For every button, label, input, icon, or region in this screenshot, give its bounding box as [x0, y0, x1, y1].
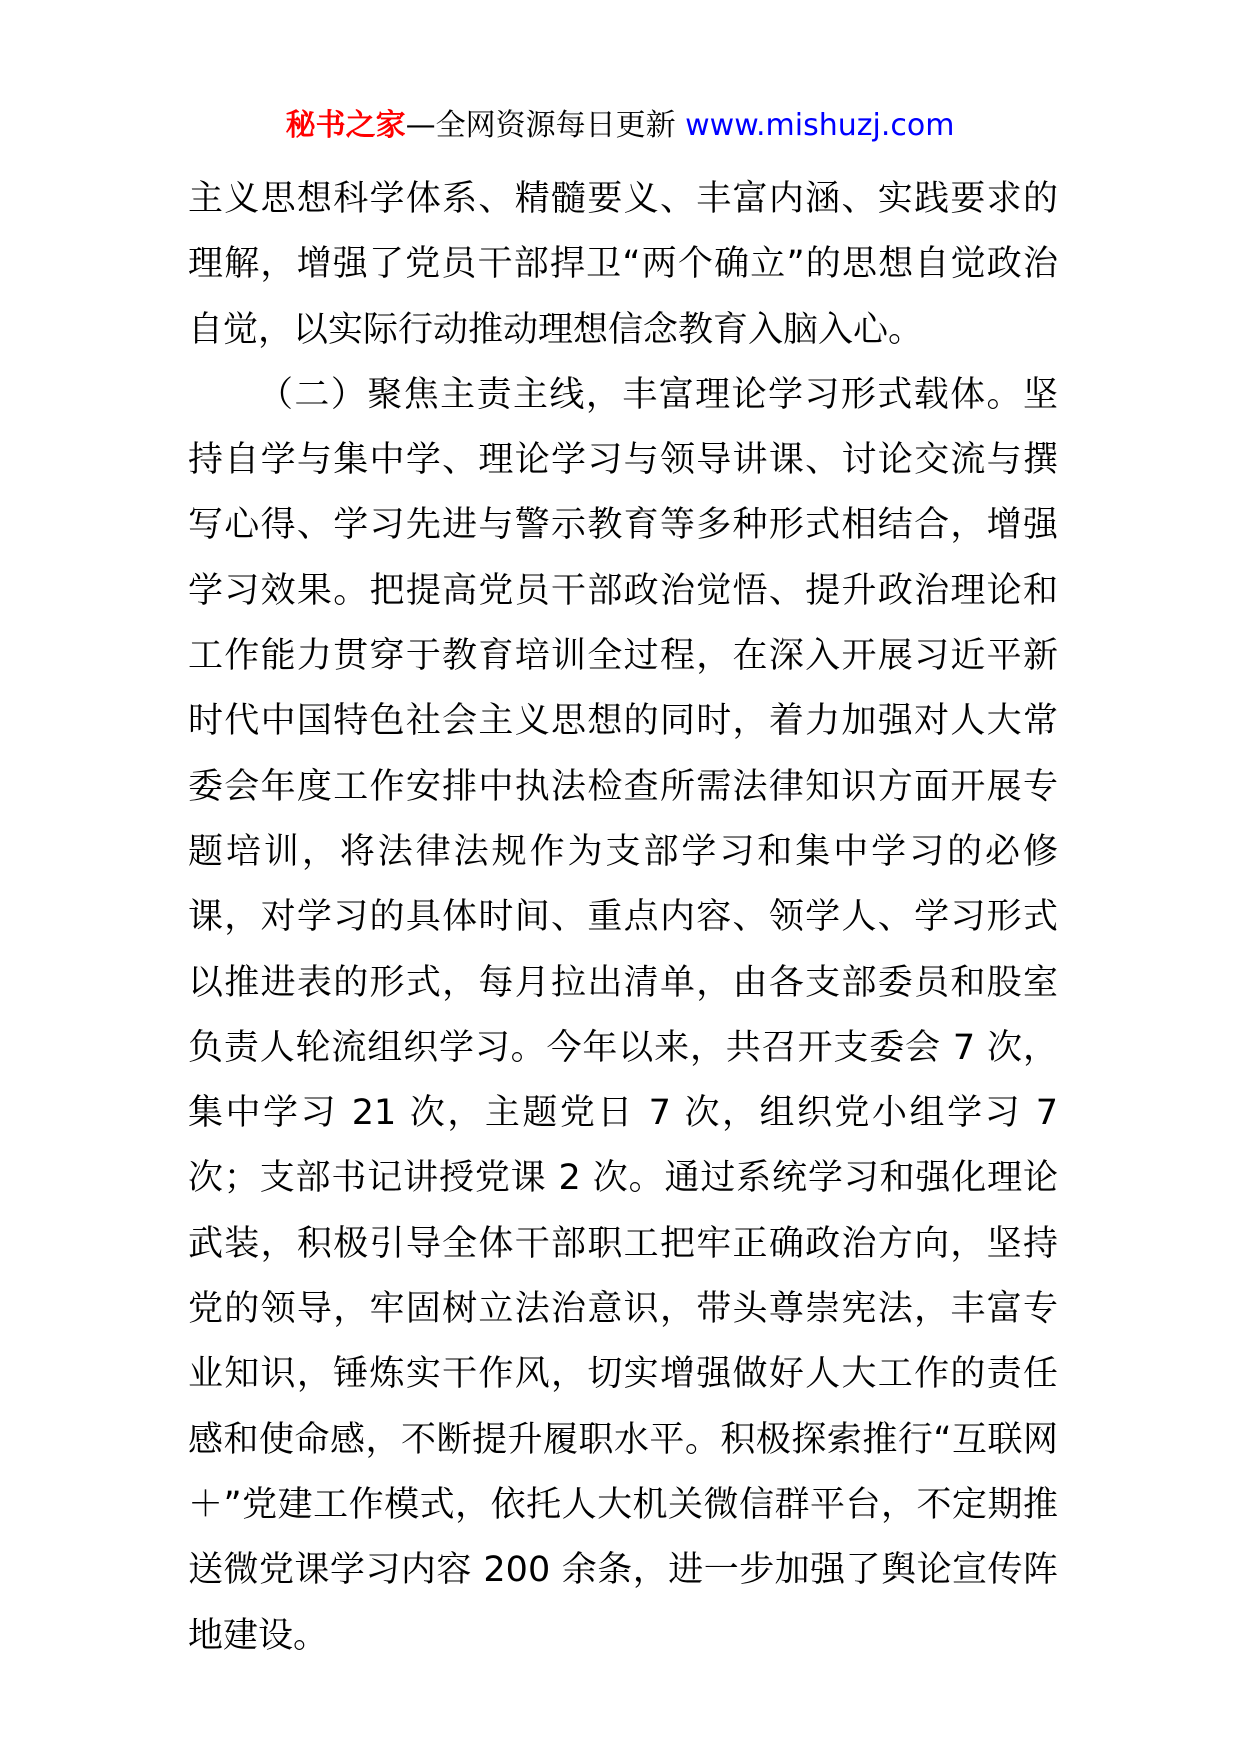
- header-slogan: —全网资源每日更新: [405, 108, 686, 143]
- paragraph-continued: 主义思想科学体系、精髓要义、丰富内涵、实践要求的理解，增强了党员干部捍卫“两个确立”的思想自觉政治自觉，以实际行动推动理想信念教育入脑入心。: [188, 179, 1058, 350]
- website-link[interactable]: www.mishuzj.com: [685, 108, 955, 143]
- page-header: [0, 104, 1240, 148]
- document-body: [188, 167, 1058, 1669]
- paragraph-section-2: （二）聚焦主责主线，丰富理论学习形式载体。坚持自学与集中学、理论学习与领导讲课、讨论交流与撰写心得、学习先进与警示教育等多种形式相结合，增强学习效果。把提高党员干部政治觉悟、提升政治理论和工作能力贯穿于教育培训全过程，在深入开展习近平新时代中国特色社会主义思想的同时，着力加强对人大常委会年度工作安排中执法检查所需法律知识方面开展专题培训，将法律法规作为支部学习和集中学习的必修课，对学习的具体时间、重点内容、领学人、学习形式以推进表的形式，每月拉出清单，由各支部委员和股室负责人轮流组织学习。今年以来，共召开支委会 7 次，集中学习 21 次，主题党日 7 次，组织党小组学习 7 次；支部书记讲授党课 2 次。通过系统学习和强化理论武装，积极引导全体干部职工把牢正确政治方向，坚持党的领导，牢固树立法治意识，带头尊崇宪法，丰富专业知识，锤炼实干作风，切实增强做好人大工作的责任感和使命感，不断提升履职水平。积极探索推行“互联网＋”党建工作模式，依托人大机关微信群平台，不定期推送微党课学习内容 200 余条，进一步加强了舆论宣传阵地建设。: [188, 374, 1058, 1656]
- brand-name: 秘书之家: [285, 108, 406, 143]
